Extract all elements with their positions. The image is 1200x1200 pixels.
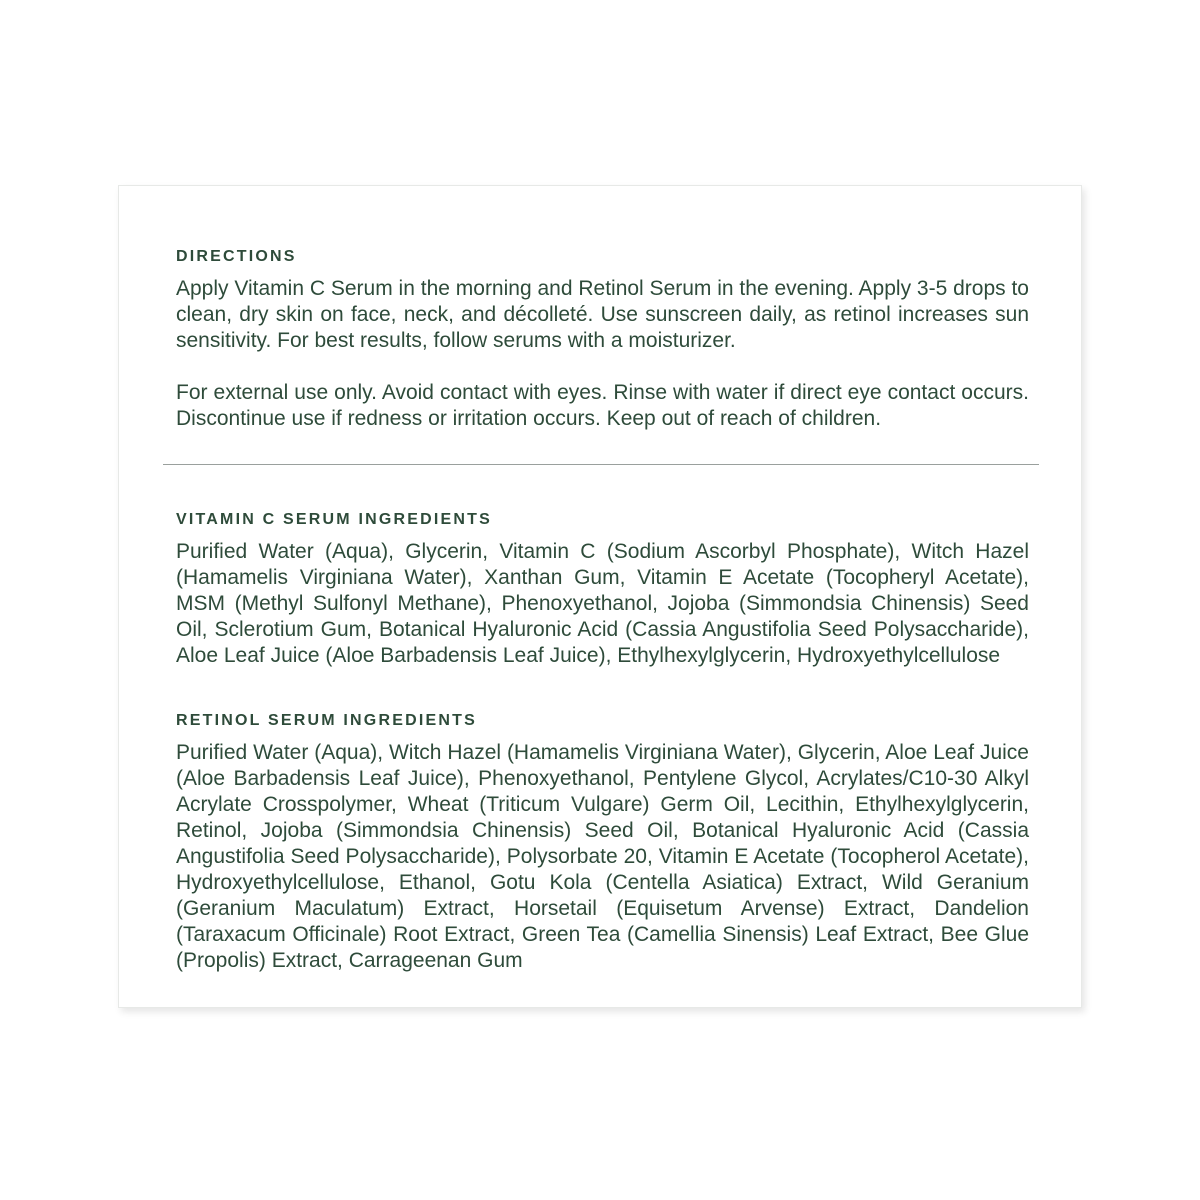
section-divider	[163, 464, 1039, 465]
directions-heading: DIRECTIONS	[176, 248, 297, 265]
directions-paragraph-1: Apply Vitamin C Serum in the morning and Retinol Serum in the evening. Apply 3-5 drops to clean, dry skin on face, neck, and décolleté. Use sunscreen daily, as retinol increases sun sensitivity. For best results, follow serums with a moisturizer.	[176, 277, 1029, 352]
product-label-card	[118, 185, 1082, 1008]
retinol-ingredients-section	[176, 711, 1029, 974]
vitamin-c-ingredients-text: Purified Water (Aqua), Glycerin, Vitamin C (Sodium Ascorbyl Phosphate), Witch Hazel (Hamamelis Virginiana Water), Xanthan Gum, Vitamin E Acetate (Tocopheryl Acetate), MSM (Methyl Sulfonyl Methane), Phenoxyethanol, Jojoba (Simmondsia Chinensis) Seed Oil, Sclerotium Gum, Botanical Hyaluronic Acid (Cassia Angustifolia Seed Polysaccharide), Aloe Leaf Juice (Aloe Barbadensis Leaf Juice), Ethylhexylglycerin, Hydroxyethylcellulose	[176, 540, 1029, 667]
retinol-ingredients-text: Purified Water (Aqua), Witch Hazel (Hamamelis Virginiana Water), Glycerin, Aloe Leaf Juice (Aloe Barbadensis Leaf Juice), Phenoxyethanol, Pentylene Glycol, Acrylates/C10-30 Alkyl Acrylate Crosspolymer, Wheat (Triticum Vulgare) Germ Oil, Lecithin, Ethylhexylglycerin, Retinol, Jojoba (Simmondsia Chinensis) Seed Oil, Botanical Hyaluronic Acid (Cassia Angustifolia Seed Polysaccharide), Polysorbate 20, Vitamin E Acetate (Tocopherol Acetate), Hydroxyethylcellulose, Ethanol, Gotu Kola (Centella Asiatica) Extract, Wild Geranium (Geranium Maculatum) Extract, Horsetail (Equisetum Arvense) Extract, Dandelion (Taraxacum Officinale) Root Extract, Green Tea (Camellia Sinensis) Leaf Extract, Bee Glue (Propolis) Extract, Carrageenan Gum	[176, 741, 1029, 972]
directions-paragraph-2: For external use only. Avoid contact with eyes. Rinse with water if direct eye contact occurs. Discontinue use if redness or irritation occurs. Keep out of reach of children.	[176, 381, 1029, 430]
vitamin-c-ingredients-section	[176, 510, 1029, 669]
directions-section	[176, 247, 1029, 432]
retinol-ingredients-heading: RETINOL SERUM INGREDIENTS	[176, 712, 477, 729]
vitamin-c-ingredients-heading: VITAMIN C SERUM INGREDIENTS	[176, 511, 493, 528]
